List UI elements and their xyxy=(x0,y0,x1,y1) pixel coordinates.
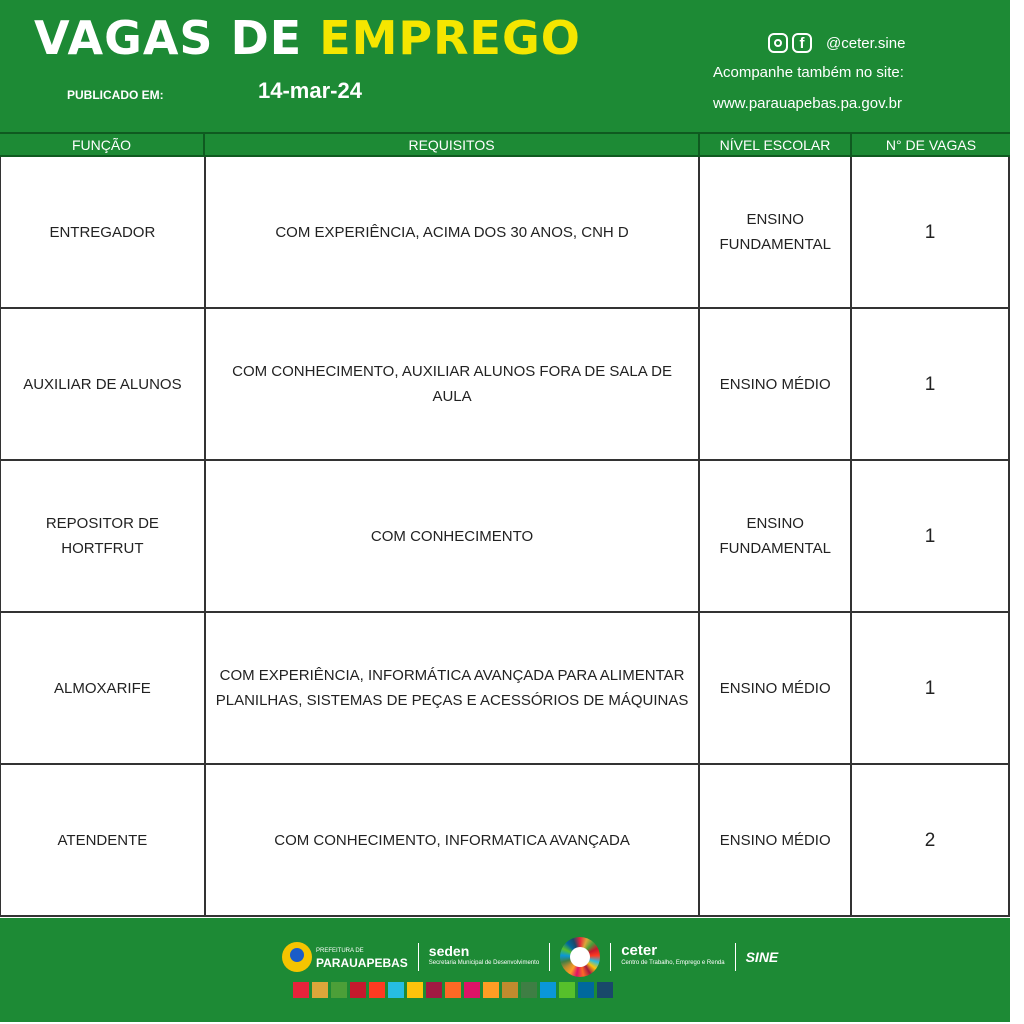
sdg-wheel-icon xyxy=(560,937,600,977)
sdg-goal-icon xyxy=(578,982,594,998)
cell-nivel: ENSINO FUNDAMENTAL xyxy=(700,157,852,307)
column-header-vagas: N° DE VAGAS xyxy=(885,136,977,153)
published-date: 14-mar-24 xyxy=(258,78,362,103)
header-banner xyxy=(0,0,1010,132)
sdg-goal-icon xyxy=(350,982,366,998)
table-row xyxy=(0,461,1010,613)
sdg-icon-strip xyxy=(293,982,613,998)
instagram-icon[interactable] xyxy=(768,33,788,53)
table-row xyxy=(0,765,1010,917)
sdg-goal-icon xyxy=(312,982,328,998)
sdg-goal-icon xyxy=(597,982,613,998)
column-header-nivel: NÍVEL ESCOLAR xyxy=(700,134,852,155)
cell-requisitos: COM EXPERIÊNCIA, INFORMÁTICA AVANÇADA PARA ALIMENTAR PLANILHAS, SISTEMAS DE PEÇAS E ACESSÓRIOS DE MÁQUINAS xyxy=(206,613,701,763)
cell-nivel: ENSINO MÉDIO xyxy=(700,765,852,915)
cell-funcao: AUXILIAR DE ALUNOS xyxy=(1,309,206,459)
table-header xyxy=(0,132,1010,157)
sdg-goal-icon xyxy=(388,982,404,998)
social-block xyxy=(768,30,905,56)
ceter-name: ceter xyxy=(621,942,658,959)
title-part-white: VAGAS DE xyxy=(34,11,320,65)
seden-subtitle: Secretaria Municipal de Desenvolvimento xyxy=(428,960,540,966)
column-header-funcao: FUNÇÃO xyxy=(0,134,205,155)
prefeitura-emblem-icon xyxy=(282,942,312,972)
sdg-goal-icon xyxy=(483,982,499,998)
column-header-requisitos: REQUISITOS xyxy=(205,134,700,155)
sdg-goal-icon xyxy=(407,982,423,998)
partner-logos xyxy=(282,934,778,980)
cell-funcao: ALMOXARIFE xyxy=(1,613,206,763)
page-title xyxy=(34,8,581,68)
published-label: PUBLICADO EM: xyxy=(67,88,164,102)
cell-vagas: 1 xyxy=(852,613,1010,763)
table-row xyxy=(0,157,1010,309)
cell-funcao: REPOSITOR DE HORTFRUT xyxy=(1,461,206,611)
ceter-subtitle: Centro de Trabalho, Emprego e Renda xyxy=(621,960,725,966)
social-handle[interactable]: @ceter.sine xyxy=(826,34,906,52)
title-part-yellow: EMPREGO xyxy=(319,11,581,65)
jobs-table-body xyxy=(0,157,1010,917)
sdg-goal-icon xyxy=(293,982,309,998)
prefeitura-name: PARAUAPEBAS xyxy=(316,956,408,970)
cell-nivel: ENSINO MÉDIO xyxy=(700,613,852,763)
prefeitura-logo xyxy=(282,942,408,972)
cell-funcao: ENTREGADOR xyxy=(1,157,206,307)
page-edge xyxy=(1010,0,1024,1024)
cell-vagas: 2 xyxy=(852,765,1010,915)
logo-divider xyxy=(735,943,736,971)
cell-requisitos: COM CONHECIMENTO, AUXILIAR ALUNOS FORA DE SALA DE AULA xyxy=(206,309,701,459)
seden-logo xyxy=(429,945,539,969)
site-caption: Acompanhe também no site: xyxy=(713,64,904,81)
site-url-link[interactable]: www.parauapebas.pa.gov.br xyxy=(713,95,903,112)
sdg-goal-icon xyxy=(502,982,518,998)
cell-vagas: 1 xyxy=(852,309,1010,459)
sdg-goal-icon xyxy=(426,982,442,998)
sdg-goal-icon xyxy=(464,982,480,998)
cell-nivel: ENSINO MÉDIO xyxy=(700,309,852,459)
sdg-goal-icon xyxy=(369,982,385,998)
cell-requisitos: COM CONHECIMENTO, INFORMATICA AVANÇADA xyxy=(206,765,701,915)
cell-requisitos: COM CONHECIMENTO xyxy=(206,461,701,611)
footer-banner xyxy=(0,918,1010,1022)
cell-funcao: ATENDENTE xyxy=(1,765,206,915)
seden-name: seden xyxy=(428,943,470,959)
sdg-goal-icon xyxy=(521,982,537,998)
cell-nivel: ENSINO FUNDAMENTAL xyxy=(700,461,852,611)
sdg-goal-icon xyxy=(559,982,575,998)
sdg-goal-icon xyxy=(331,982,347,998)
sdg-goal-icon xyxy=(540,982,556,998)
logo-divider xyxy=(418,943,419,971)
cell-requisitos: COM EXPERIÊNCIA, ACIMA DOS 30 ANOS, CNH D xyxy=(206,157,701,307)
ceter-logo xyxy=(621,942,725,969)
logo-divider xyxy=(549,943,550,971)
cell-vagas: 1 xyxy=(852,461,1010,611)
sine-logo: SINE xyxy=(745,949,779,965)
logo-divider xyxy=(610,943,611,971)
cell-vagas: 1 xyxy=(852,157,1010,307)
sdg-goal-icon xyxy=(445,982,461,998)
prefeitura-small-text: PREFEITURA DE xyxy=(316,948,364,954)
table-row xyxy=(0,613,1010,765)
table-row xyxy=(0,309,1010,461)
facebook-icon[interactable]: f xyxy=(792,33,812,53)
